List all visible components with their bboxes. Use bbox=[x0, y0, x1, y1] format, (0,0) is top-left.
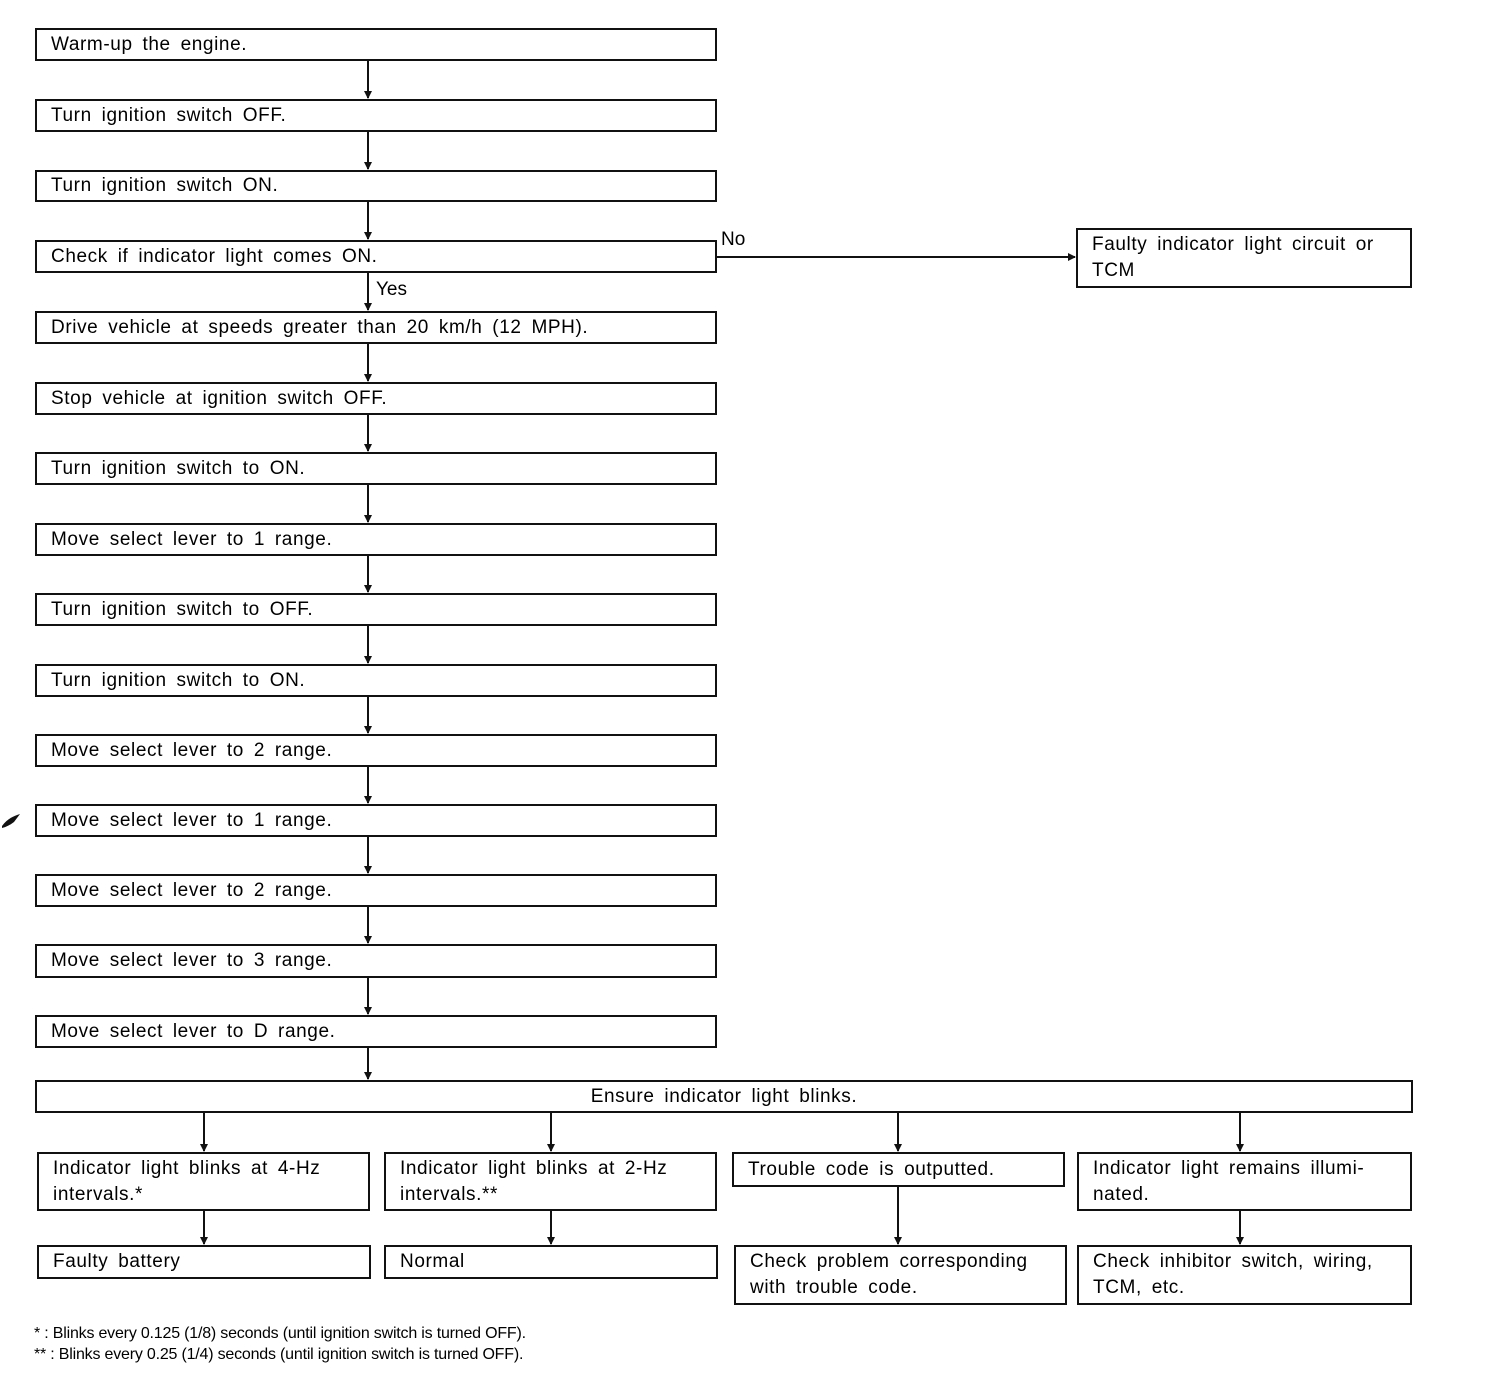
step-ignition-to-off: Turn ignition switch to OFF. bbox=[35, 593, 717, 626]
faulty-indicator-circuit-box: Faulty indicator light circuit or TCM bbox=[1076, 228, 1412, 288]
outcome-trouble-code: Trouble code is outputted. bbox=[732, 1152, 1065, 1187]
outcome-2hz: Indicator light blinks at 2-Hz intervals.** bbox=[384, 1152, 717, 1211]
ensure-indicator-blinks: Ensure indicator light blinks. bbox=[35, 1080, 1413, 1113]
result-check-inhibitor: Check inhibitor switch, wiring, TCM, etc. bbox=[1077, 1245, 1412, 1305]
no-label: No bbox=[721, 229, 746, 250]
result-normal: Normal bbox=[384, 1245, 718, 1279]
step-lever-1-range-2: Move select lever to 1 range. bbox=[35, 804, 717, 837]
footnote-double-star: ** : Blinks every 0.25 (1/4) seconds (until ignition switch is turned OFF). bbox=[34, 1346, 524, 1363]
step-stop-vehicle: Stop vehicle at ignition switch OFF. bbox=[35, 382, 717, 415]
step-lever-2-range-2: Move select lever to 2 range. bbox=[35, 874, 717, 907]
scan-mark bbox=[2, 814, 20, 828]
step-check-indicator: Check if indicator light comes ON. bbox=[35, 240, 717, 273]
step-ignition-to-on: Turn ignition switch to ON. bbox=[35, 452, 717, 485]
step-drive-vehicle: Drive vehicle at speeds greater than 20 km/h (12 MPH). bbox=[35, 311, 717, 344]
step-lever-1-range: Move select lever to 1 range. bbox=[35, 523, 717, 556]
outcome-4hz: Indicator light blinks at 4-Hz intervals.* bbox=[37, 1152, 370, 1211]
step-lever-d-range: Move select lever to D range. bbox=[35, 1015, 717, 1048]
yes-label: Yes bbox=[376, 279, 407, 300]
step-lever-3-range: Move select lever to 3 range. bbox=[35, 944, 717, 978]
step-ignition-off: Turn ignition switch OFF. bbox=[35, 99, 717, 132]
result-check-trouble-code: Check problem corresponding with trouble code. bbox=[734, 1245, 1067, 1305]
result-faulty-battery: Faulty battery bbox=[37, 1245, 371, 1279]
step-warm-up: Warm-up the engine. bbox=[35, 28, 717, 61]
footnote-single-star: * : Blinks every 0.125 (1/8) seconds (until ignition switch is turned OFF). bbox=[34, 1325, 526, 1342]
step-ignition-on: Turn ignition switch ON. bbox=[35, 170, 717, 202]
step-ignition-to-on-2: Turn ignition switch to ON. bbox=[35, 664, 717, 697]
step-lever-2-range: Move select lever to 2 range. bbox=[35, 734, 717, 767]
outcome-remains-illuminated: Indicator light remains illumi- nated. bbox=[1077, 1152, 1412, 1211]
